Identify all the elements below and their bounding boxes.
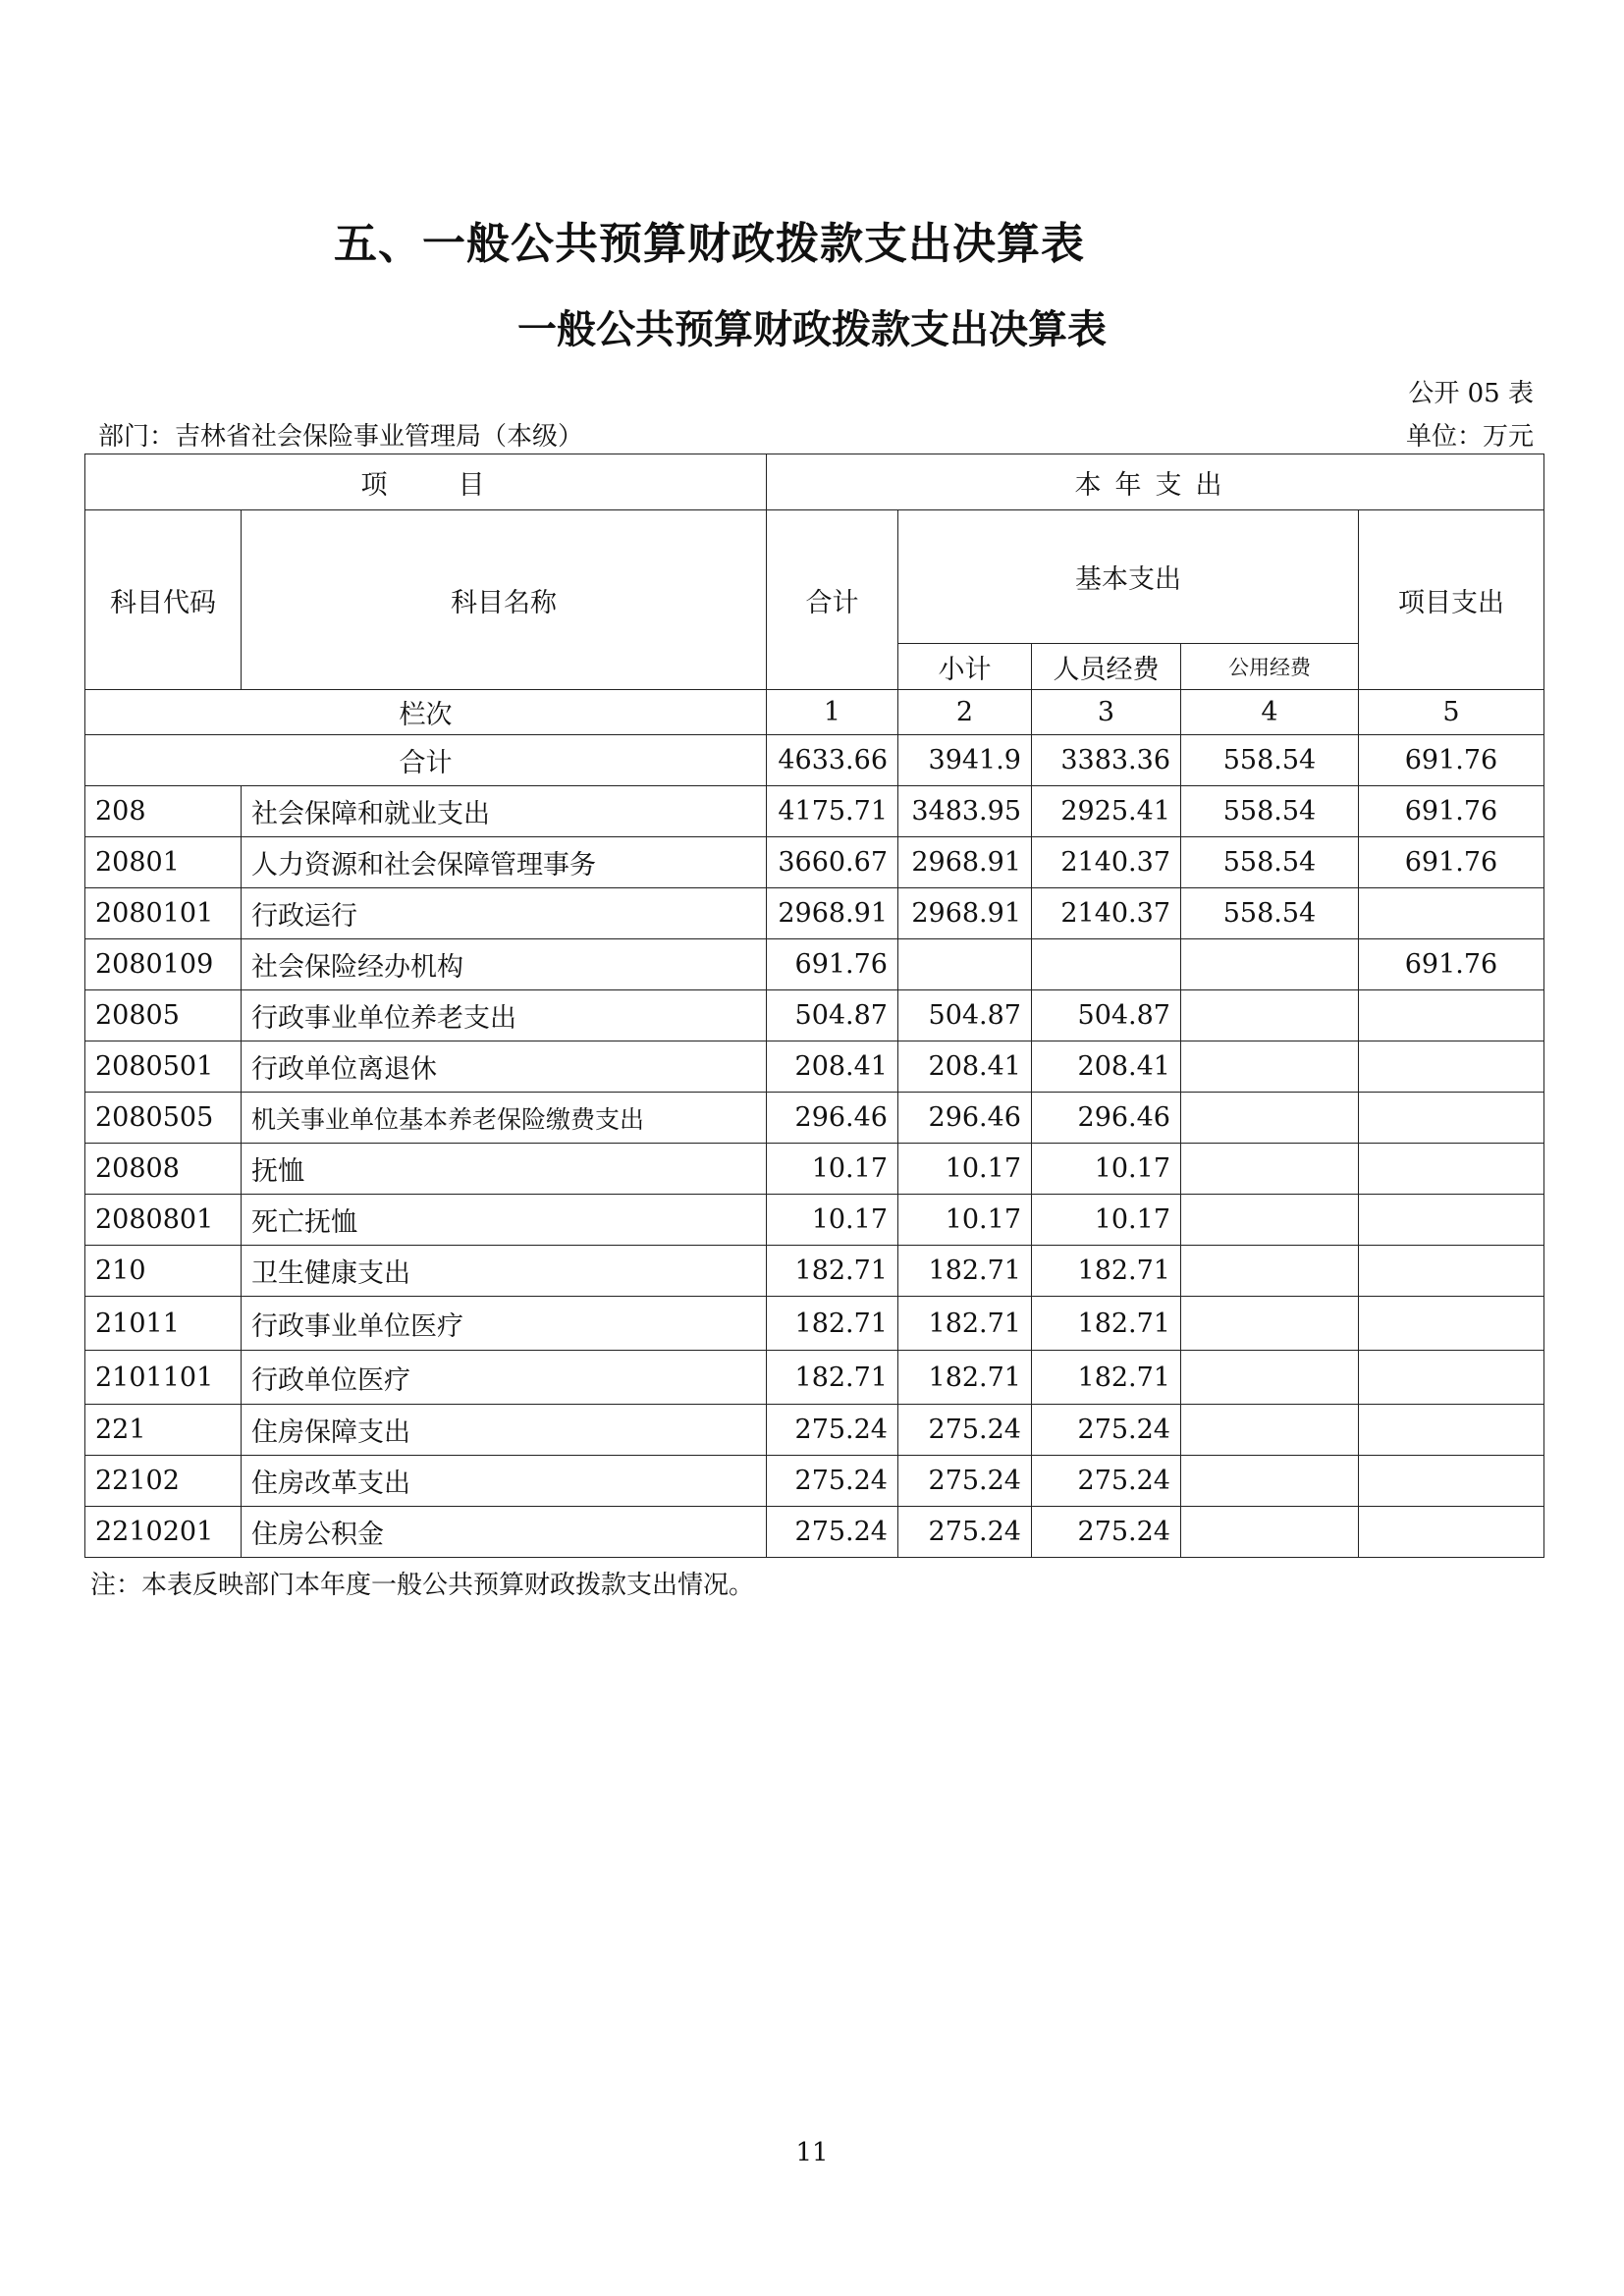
row-personnel: 208.41 [1032, 1041, 1181, 1093]
table-code: 公开 05 表 [1408, 379, 1534, 408]
row-code: 208 [85, 786, 242, 837]
row-total: 275.24 [767, 1405, 898, 1456]
row-code: 2080501 [85, 1041, 242, 1093]
row-public: 558.54 [1181, 837, 1359, 888]
row-name: 住房保障支出 [242, 1405, 767, 1456]
row-total: 10.17 [767, 1195, 898, 1246]
total-public: 558.54 [1181, 735, 1359, 786]
table-row [85, 1507, 1544, 1558]
row-project [1359, 990, 1544, 1041]
row-subtotal: 3483.95 [898, 786, 1032, 837]
row-project [1359, 1144, 1544, 1195]
row-personnel [1032, 939, 1181, 990]
row-project: 691.76 [1359, 837, 1544, 888]
row-personnel: 275.24 [1032, 1507, 1181, 1558]
row-name: 住房公积金 [242, 1507, 767, 1558]
row-total: 691.76 [767, 939, 898, 990]
row-personnel: 2140.37 [1032, 888, 1181, 939]
table-row [85, 786, 1544, 837]
row-public [1181, 1041, 1359, 1093]
row-total: 208.41 [767, 1041, 898, 1093]
row-public [1181, 1405, 1359, 1456]
table-row [85, 1456, 1544, 1507]
column-index-4: 4 [1181, 690, 1359, 735]
column-index-row [85, 690, 1544, 735]
column-index-1: 1 [767, 690, 898, 735]
row-subtotal: 10.17 [898, 1195, 1032, 1246]
row-total: 504.87 [767, 990, 898, 1041]
row-total: 4175.71 [767, 786, 898, 837]
row-name: 行政运行 [242, 888, 767, 939]
row-personnel: 182.71 [1032, 1297, 1181, 1351]
row-subtotal: 504.87 [898, 990, 1032, 1041]
table-row [85, 1093, 1544, 1144]
row-subtotal [898, 939, 1032, 990]
header-row-2 [85, 510, 1544, 644]
row-subtotal: 275.24 [898, 1405, 1032, 1456]
row-public [1181, 1144, 1359, 1195]
row-name: 机关事业单位基本养老保险缴费支出 [242, 1093, 767, 1144]
row-name: 行政单位医疗 [242, 1351, 767, 1405]
row-public [1181, 939, 1359, 990]
table-row [85, 837, 1544, 888]
row-personnel: 504.87 [1032, 990, 1181, 1041]
row-personnel: 275.24 [1032, 1456, 1181, 1507]
row-project [1359, 1093, 1544, 1144]
column-index-2: 2 [898, 690, 1032, 735]
row-personnel: 182.71 [1032, 1351, 1181, 1405]
row-name: 住房改革支出 [242, 1456, 767, 1507]
total-label: 合计 [85, 735, 767, 786]
row-project [1359, 1351, 1544, 1405]
row-project [1359, 1405, 1544, 1456]
row-total: 3660.67 [767, 837, 898, 888]
row-subtotal: 2968.91 [898, 888, 1032, 939]
row-subtotal: 182.71 [898, 1297, 1032, 1351]
row-name: 人力资源和社会保障管理事务 [242, 837, 767, 888]
row-code: 221 [85, 1405, 242, 1456]
table-row [85, 990, 1544, 1041]
row-subtotal: 275.24 [898, 1456, 1032, 1507]
column-index-5: 5 [1359, 690, 1544, 735]
row-name: 抚恤 [242, 1144, 767, 1195]
row-code: 2101101 [85, 1351, 242, 1405]
row-personnel: 2925.41 [1032, 786, 1181, 837]
table-row [85, 888, 1544, 939]
row-personnel: 10.17 [1032, 1195, 1181, 1246]
total-total: 4633.66 [767, 735, 898, 786]
row-name: 死亡抚恤 [242, 1195, 767, 1246]
row-project [1359, 1041, 1544, 1093]
row-total: 182.71 [767, 1297, 898, 1351]
row-public [1181, 1195, 1359, 1246]
table-row [85, 1351, 1544, 1405]
row-subtotal: 208.41 [898, 1041, 1032, 1093]
row-project [1359, 1195, 1544, 1246]
row-total: 2968.91 [767, 888, 898, 939]
row-code: 21011 [85, 1297, 242, 1351]
total-personnel: 3383.36 [1032, 735, 1181, 786]
row-total: 182.71 [767, 1246, 898, 1297]
row-name: 卫生健康支出 [242, 1246, 767, 1297]
table-note: 注：本表反映部门本年度一般公共预算财政拨款支出情况。 [90, 1571, 755, 1600]
unit-label: 单位：万元 [1405, 422, 1534, 452]
row-name: 社会保障和就业支出 [242, 786, 767, 837]
row-code: 2080101 [85, 888, 242, 939]
header-basic: 基本支出 [898, 510, 1359, 644]
row-public [1181, 990, 1359, 1041]
table-row [85, 939, 1544, 990]
table-title: 一般公共预算财政拨款支出决算表 [517, 307, 1107, 352]
row-public: 558.54 [1181, 786, 1359, 837]
row-code: 210 [85, 1246, 242, 1297]
header-personnel: 人员经费 [1032, 644, 1181, 690]
row-public [1181, 1297, 1359, 1351]
row-code: 20801 [85, 837, 242, 888]
page-number: 11 [795, 2138, 829, 2167]
total-row [85, 735, 1544, 786]
column-index-label: 栏次 [85, 690, 767, 735]
total-subtotal: 3941.9 [898, 735, 1032, 786]
row-total: 296.46 [767, 1093, 898, 1144]
table-row [85, 1246, 1544, 1297]
row-project [1359, 1456, 1544, 1507]
row-project: 691.76 [1359, 939, 1544, 990]
row-subtotal: 2968.91 [898, 837, 1032, 888]
row-name: 社会保险经办机构 [242, 939, 767, 990]
table-row [85, 1297, 1544, 1351]
row-subtotal: 10.17 [898, 1144, 1032, 1195]
section-title: 五、一般公共预算财政拨款支出决算表 [334, 219, 1085, 269]
header-total: 合计 [767, 510, 898, 690]
row-name: 行政事业单位医疗 [242, 1297, 767, 1351]
row-total: 275.24 [767, 1507, 898, 1558]
table-row [85, 1041, 1544, 1093]
row-public [1181, 1456, 1359, 1507]
header-name: 科目名称 [242, 510, 767, 690]
row-personnel: 10.17 [1032, 1144, 1181, 1195]
row-code: 2080801 [85, 1195, 242, 1246]
row-personnel: 2140.37 [1032, 837, 1181, 888]
row-total: 182.71 [767, 1351, 898, 1405]
row-public [1181, 1507, 1359, 1558]
column-index-3: 3 [1032, 690, 1181, 735]
row-public [1181, 1351, 1359, 1405]
row-code: 20808 [85, 1144, 242, 1195]
row-total: 10.17 [767, 1144, 898, 1195]
row-code: 2080505 [85, 1093, 242, 1144]
header-project: 项目支出 [1359, 510, 1544, 690]
row-subtotal: 182.71 [898, 1351, 1032, 1405]
row-name: 行政单位离退休 [242, 1041, 767, 1093]
header-row-1 [85, 454, 1544, 510]
header-subtotal: 小计 [898, 644, 1032, 690]
header-item: 项 目 [85, 454, 767, 510]
row-total: 275.24 [767, 1456, 898, 1507]
row-project: 691.76 [1359, 786, 1544, 837]
budget-table [84, 454, 1544, 1558]
row-name: 行政事业单位养老支出 [242, 990, 767, 1041]
table-row [85, 1144, 1544, 1195]
table-row [85, 1195, 1544, 1246]
row-subtotal: 275.24 [898, 1507, 1032, 1558]
row-public [1181, 1246, 1359, 1297]
table-row [85, 1405, 1544, 1456]
total-project: 691.76 [1359, 735, 1544, 786]
row-code: 22102 [85, 1456, 242, 1507]
header-current-year: 本年支出 [767, 454, 1544, 510]
row-public [1181, 1093, 1359, 1144]
row-code: 2080109 [85, 939, 242, 990]
row-subtotal: 182.71 [898, 1246, 1032, 1297]
row-personnel: 275.24 [1032, 1405, 1181, 1456]
row-project [1359, 1297, 1544, 1351]
header-code: 科目代码 [85, 510, 242, 690]
row-personnel: 296.46 [1032, 1093, 1181, 1144]
row-project [1359, 1507, 1544, 1558]
row-code: 20805 [85, 990, 242, 1041]
department-label: 部门：吉林省社会保险事业管理局（本级） [98, 422, 584, 452]
row-project [1359, 888, 1544, 939]
row-code: 2210201 [85, 1507, 242, 1558]
row-project [1359, 1246, 1544, 1297]
header-public: 公用经费 [1181, 644, 1359, 690]
row-public: 558.54 [1181, 888, 1359, 939]
row-personnel: 182.71 [1032, 1246, 1181, 1297]
row-subtotal: 296.46 [898, 1093, 1032, 1144]
